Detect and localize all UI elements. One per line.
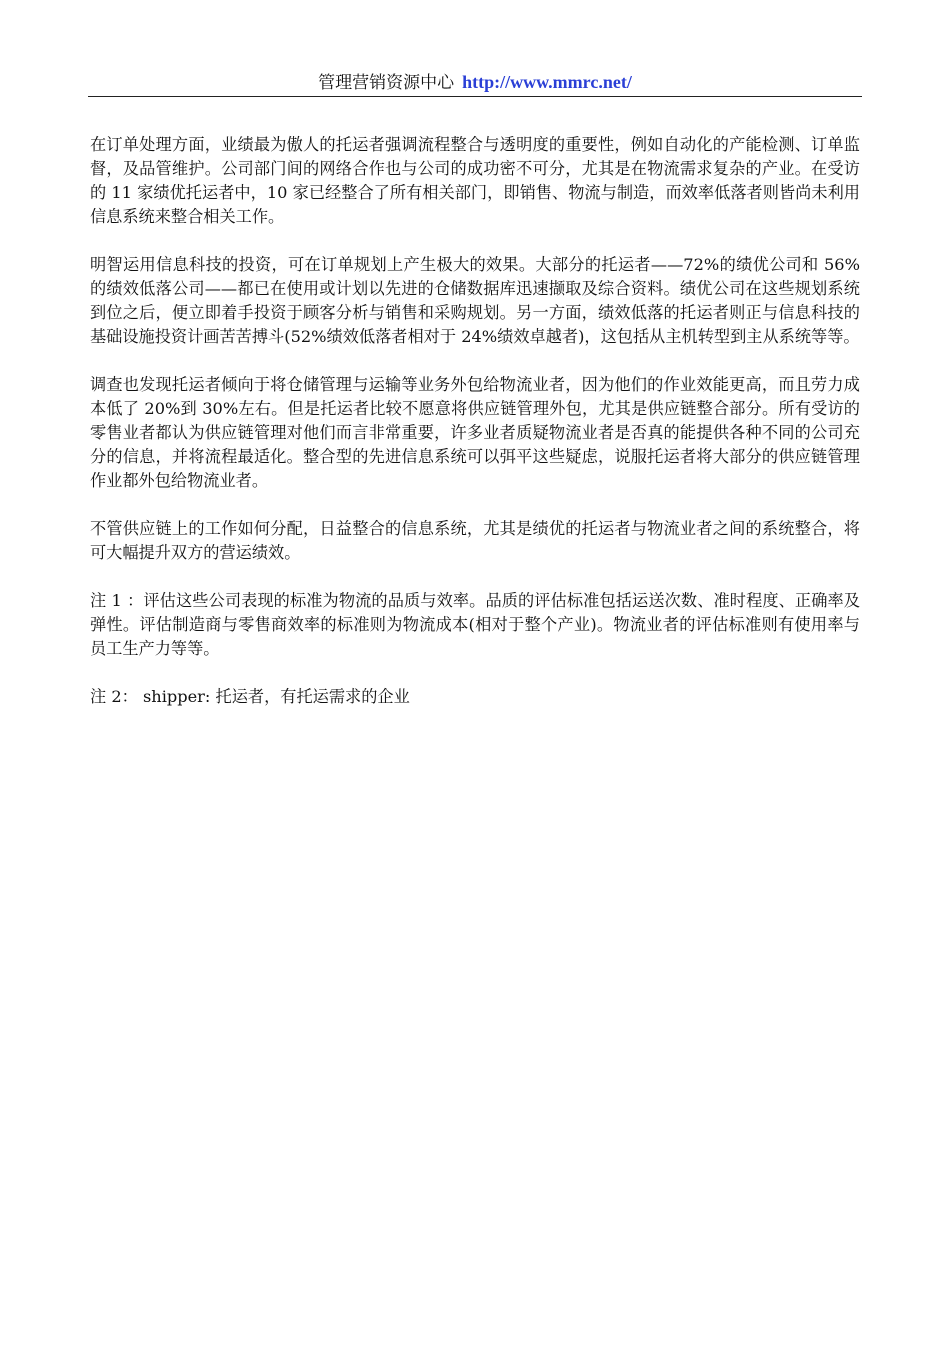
footnote-1: 注 1 ：评估这些公司表现的标准为物流的品质与效率。品质的评估标准包括运送次数、准时程度、正确率及弹性。评估制造商与零售商效率的标准则为物流成本(相对于整个产业)。物流业者的评估标准则有使用率与员工生产力等等。	[90, 591, 860, 658]
header-divider	[88, 96, 862, 97]
paragraph-conclusion: 不管供应链上的工作如何分配，日益整合的信息系统，尤其是绩优的托运者与物流业者之间的系统整合，将可大幅提升双方的营运绩效。	[90, 519, 860, 562]
site-url-link[interactable]: http://www.mmrc.net/	[462, 72, 632, 92]
document-body	[90, 133, 860, 733]
page-header	[88, 68, 862, 96]
paragraph-order-processing: 在订单处理方面，业绩最为傲人的托运者强调流程整合与透明度的重要性，例如自动化的产能检测、订单监督，及品管维护。公司部门间的网络合作也与公司的成功密不可分，尤其是在物流需求复杂的产业。在受访的 11 家绩优托运者中，10 家已经整合了所有相关部门，即销售、物流与制造，而效率低落者则皆尚未利用信息系统来整合相关工作。	[90, 135, 860, 226]
paragraph-outsourcing: 调查也发现托运者倾向于将仓储管理与运输等业务外包给物流业者，因为他们的作业效能更高，而且劳力成本低了 20%到 30%左右。但是托运者比较不愿意将供应链管理外包，尤其是供应链整合部分。所有受访的零售业者都认为供应链管理对他们而言非常重要，许多业者质疑物流业者是否真的能提供各种不同的公司充分的信息，并将流程最适化。整合型的先进信息系统可以弭平这些疑虑，说服托运者将大部分的供应链管理作业都外包给物流业者。	[90, 375, 860, 490]
site-name: 管理营销资源中心	[318, 73, 455, 93]
footnote-2: 注 2： shipper: 托运者，有托运需求的企业	[90, 687, 410, 706]
paragraph-it-investment: 明智运用信息科技的投资，可在订单规划上产生极大的效果。大部分的托运者——72%的绩优公司和 56%的绩效低落公司——都已在使用或计划以先进的仓储数据库迅速撷取及综合资料。绩优公司在这些规划系统到位之后，便立即着手投资于顾客分析与销售和采购规划。另一方面，绩效低落的托运者则正与信息科技的基础设施投资计画苦苦搏斗(52%绩效低落者相对于 24%绩效卓越者)，这包括从主机转型到主从系统等等。	[90, 255, 860, 346]
